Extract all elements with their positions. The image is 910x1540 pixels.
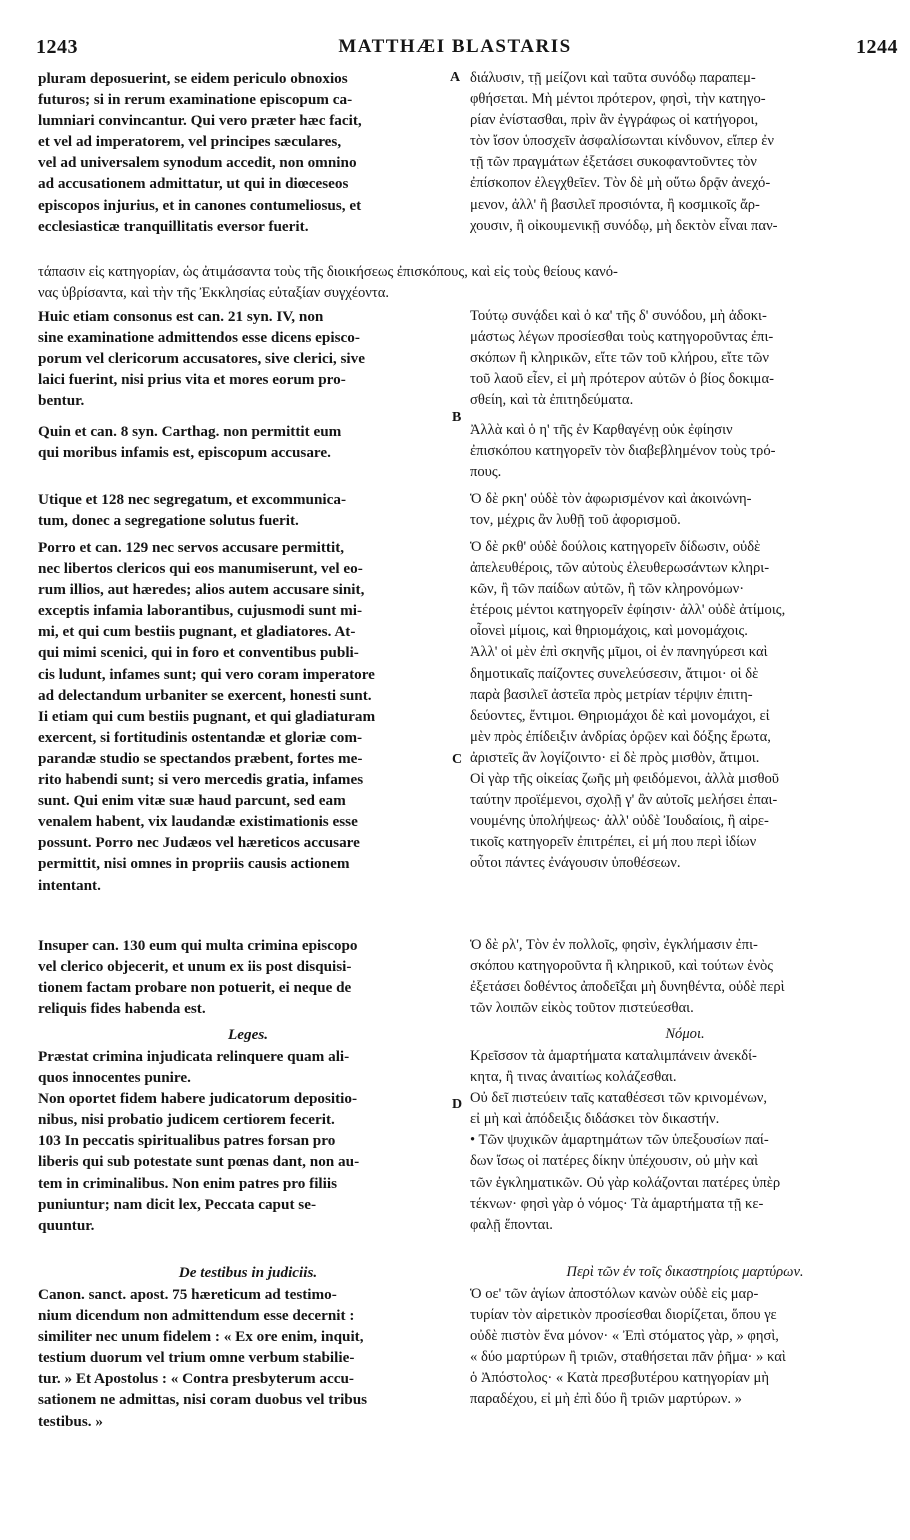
greek-paragraph-4: Ὁ δὲ ρκη' οὐδὲ τὸν ἀφωρισμένον καὶ ἀκοινώνη- τον, μέχρις ἂν λυθῇ τοῦ ἀφορισμοῦ. [470, 491, 752, 529]
section-marker-b: B [452, 410, 462, 425]
page-number-right: 1244 [856, 36, 898, 58]
latin-paragraph-7: Præstat crimina injudicata relinquere quam ali- quos innocentes punire. Non oportet fidem habere judicatorum depositio- nibus, nisi probatio judicem certiorem fecerit. 103 In peccatis spiritualibus patres forsan pro liberis qui sub potestate sunt pœnas dant, non au- tem in criminalibus. Non enim patres pro filiis puniuntur; nam dicit lex, Peccata caput se- quuntur. [38, 1048, 360, 1234]
latin-paragraph-2: Huic etiam consonus est can. 21 syn. IV, non sine examinatione admittendos esse dicens episco- porum vel clericorum accusatores, sive clerici, sive laici fuerint, nisi prius vita et mores eorum pro- bentur. [38, 308, 365, 410]
page-title: MATTHÆI BLASTARIS [338, 36, 572, 57]
greek-nomoi-heading: Νόμοι. [665, 1026, 705, 1042]
section-marker-d: D [452, 1097, 463, 1112]
greek-paragraph-8: Ὁ οε' τῶν ἁγίων ἀποστόλων κανὼν οὐδὲ εἰς μαρ- τυρίαν τὸν αἱρετικὸν προσίεσθαι διορίζεται, ὅπου γε οὐδὲ πιστὸν ἕνα μόνον· « Ἐπὶ στόματος γὰρ, » φησὶ, « δύο μαρτύρων ἢ τριῶν, σταθήσεται πᾶν ῥῆμα· » καὶ ὁ Ἀπόστολος· « Κατὰ πρεσβυτέρου κατηγορίαν μὴ παραδέχου, εἰ μὴ ἐπὶ δύο ἢ τριῶν μαρτύρων. » [470, 1286, 786, 1408]
latin-paragraph-3: Quin et can. 8 syn. Carthag. non permittit eum qui moribus infamis est, episcopum accusare. [38, 423, 342, 462]
greek-paragraph-7: Κρεῖσσον τὰ ἁμαρτήματα καταλιμπάνειν ἀνεκδί- κητα, ἢ τινας ἀναιτίως κολάζεσθαι. Οὐ δεῖ πιστεύειν ταῖς καταθέσεσι τῶν κρινομένων, εἰ μὴ καὶ ἀπόδειξις διδάσκει τὸν δικαστήν. • Τῶν ψυχικῶν ἁμαρτημάτων τῶν ὑπεξουσίων παί- δων ἴσως οἱ πατέρες δίκην ὑπέχουσιν, οὐ μὴν καὶ τῶν ἐγκληματικῶν. Οὐ γὰρ κολάζονται πατέρες ὑπὲρ τέκνων· φησὶ γὰρ ὁ νόμος· Τὰ ἁμαρτήματα τῇ κε- φαλῇ ἕπονται. [470, 1048, 781, 1233]
latin-testibus-heading: De testibus in judiciis. [178, 1264, 318, 1281]
greek-martyron-heading: Περὶ τῶν ἐν τοῖς δικαστηρίοις μαρτύρων. [566, 1264, 804, 1280]
greek-paragraph-1: διάλυσιν, τῇ μείζονι καὶ ταῦτα συνόδῳ παραπεμ- φθήσεται. Μὴ μέντοι πρότερον, φησὶ, τὴν κατηγο- ρίαν ἐνίστασθαι, πρὶν ἂν ἐγγράφως οἱ κατήγοροι, τὸν ἴσον ὑποσχεῖν ἀσφαλίσωνται κίνδυνον, εἴπερ ἐν τῇ τῶν πραγμάτων ἐξετάσει συκοφαντοῦντες τὸν ἐπίσκοπον ἐλεγχθεῖεν. Τὸν δὲ μὴ οὕτω δρᾷν ἀνεχό- μενον, ἀλλ' ἢ βασιλεῖ προσιόντα, ἢ κοσμικοῖς ἄρ- χουσιν, ἢ οἰκουμενικῇ συνόδῳ, μὴ δεκτὸν εἶναι παν- [470, 70, 778, 234]
greek-spanning-text: τάπασιν εἰς κατηγορίαν, ὡς ἀτιμάσαντα τοὺς τῆς διοικήσεως ἐπισκόπους, καὶ εἰς τοὺς θείους κανό- νας ὑβρίσαντα, καὶ τὴν τῆς Ἐκκλησίας εὐταξίαν συγχέοντα. [38, 264, 618, 302]
latin-paragraph-1: pluram deposuerint, se eidem periculo obnoxios futuros; si in rerum examinatione episcopum ca- lumniari convincantur. Qui vero præter hæc facit, et vel ad imperatorem, vel principes sæculares, vel ad universalem synodum accedit, non omnino ad accusationem admittatur, ut qui in diœceseos episcopos injurius, et in canones contumeliosus, et ecclesiasticæ tranquillitatis eversor fuerit. [38, 70, 362, 235]
latin-paragraph-8: Canon. sanct. apost. 75 hæreticum ad testimo- nium dicendum non admittendum esse decernit : similiter nec unum fidelem : « Ex ore enim, inquit, testium duorum vel trium omne verbum stabilie- tur. » Et Apostolus : « Contra presbyterum accu- sationem ne admittas, nisi coram duobus vel tribus testibus. » [38, 1286, 368, 1430]
section-marker-a: A [450, 70, 461, 85]
greek-paragraph-5: Ὁ δὲ ρκθ' οὐδὲ δούλοις κατηγορεῖν δίδωσιν, οὐδὲ ἀπελευθέροις, τῶν αὐτοὺς ἐλευθερωσάντων κληρι- κῶν, ἢ τῶν παίδων αὐτῶν, ἢ τῶν κληρονόμων· ἑτέροις μέντοι κατηγορεῖν ἐφίησιν· ἀλλ' οὐδὲ ἀτίμοις, οἷονεὶ μίμοις, καὶ θηριομάχοις, καὶ μονομάχοις. Ἀλλ' οἱ μὲν ἐπὶ σκηνῆς μῖμοι, οἱ ἐν πανηγύρεσι καὶ δημοτικαῖς παίζοντες συνελεύσεσιν, ἄτιμοι· οἱ δὲ παρὰ βασιλεῖ ἀστεῖα πρὸς μετρίαν τέρψιν ἐπιτη- δεύοντες, ἔντιμοι. Θηριομάχοι δὲ καὶ μονομάχοι, εἰ μὲν πρὸς ἐπίδειξιν ἀνδρίας ὁρῷεν καὶ δόξης ἔρωτα, ἀριστεῖς ἂν λογίζοιντο· εἰ δὲ πρὸς μισθὸν, ἄτιμοι. Οἱ γὰρ τῆς οἰκείας ζωῆς μὴ φειδόμενοι, ἀλλὰ μισθοῦ ταύτην προϊέμενοι, σχολῇ γ' ἂν αὐτοῖς μελήσει ἐπαι- νουμένης ὑπολήψεως· ἀλλ' οὐδὲ Ἰουδαίοις, ἢ αἱρε- τικοῖς κατηγορεῖν ἐπιτρέπει, εἰ μή που περὶ ἰδίων οὗτοι πάντες ἐνάγουσιν ὑποθέσεων. [470, 539, 786, 872]
page-number-left: 1243 [36, 36, 78, 58]
greek-paragraph-3: Ἀλλὰ καὶ ὁ η' τῆς ἐν Καρθαγένῃ οὐκ ἐφίησιν ἐπισκόπου κατηγορεῖν τὸν διαβεβλημένον τοὺς τρό- πους. [470, 422, 776, 481]
section-marker-c: C [452, 752, 463, 767]
latin-paragraph-6: Insuper can. 130 eum qui multa crimina episcopo vel clerico objecerit, et unum ex iis post disquisi- tionem factam probare non potuerit, ei neque de reliquis fides habenda est. [38, 937, 358, 1018]
latin-paragraph-4: Utique et 128 nec segregatum, et excommunica- tum, donec a segregatione solutus fuerit. [38, 491, 347, 530]
latin-paragraph-5: Porro et can. 129 nec servos accusare permittit, nec libertos clericos qui eos manumiserunt, vel eo- rum illios, aut hæredes; alios autem accusare sinit, exceptis infamia laborantibus, cujusmodi sunt mi- mi, et qui cum bestiis pugnant, et gladiatores. At- qui mimi scenici, qui in foro et conventibus publi- cis ludunt, infames sunt; qui vero coram imperatore ad delectandum urbaniter se exercent, honesti sunt. Ii etiam qui cum bestiis pugnant, et qui gladiaturam exercent, si fortitudinis ostentandæ et gloriæ com- parandæ studio se spectandos præbent, fortes me- rito habendi sunt; si vero mercedis gratia, infames sunt. Qui enim vitæ suæ haud parcunt, sed eam venalem habent, vix laudandæ existimationis esse possunt. Porro nec Judæos vel hæreticos accusare permittit, nisi omnes in propriis causis actionem intentant. [38, 539, 376, 894]
latin-leges-heading: Leges. [227, 1026, 269, 1043]
greek-paragraph-2: Τούτῳ συνᾴδει καὶ ὁ κα' τῆς δ' συνόδου, μὴ ἀδοκι- μάστως λέγων προσίεσθαι τοὺς κατηγοροῦντας ἐπι- σκόπων ἢ κληρικῶν, εἴτε τῶν τοῦ κλήρου, εἴτε τῶν τοῦ λαοῦ εἶεν, εἰ μὴ πρότερον αὐτῶν ὁ βίος δοκιμα- σθείη, καὶ τὰ ἐπιτηδεύματα. [470, 308, 774, 409]
greek-paragraph-6: Ὁ δὲ ρλ', Τὸν ἐν πολλοῖς, φησὶν, ἐγκλήμασιν ἐπι- σκόπου κατηγοροῦντα ἢ κληρικοῦ, καὶ τούτων ἑνὸς ἐξετάσει δοθέντος ἀποδεῖξαι μὴ δυνηθέντα, οὐδὲ περὶ τῶν λοιπῶν εἰκὸς τοῦτον πιστεύεσθαι. [470, 937, 785, 1017]
